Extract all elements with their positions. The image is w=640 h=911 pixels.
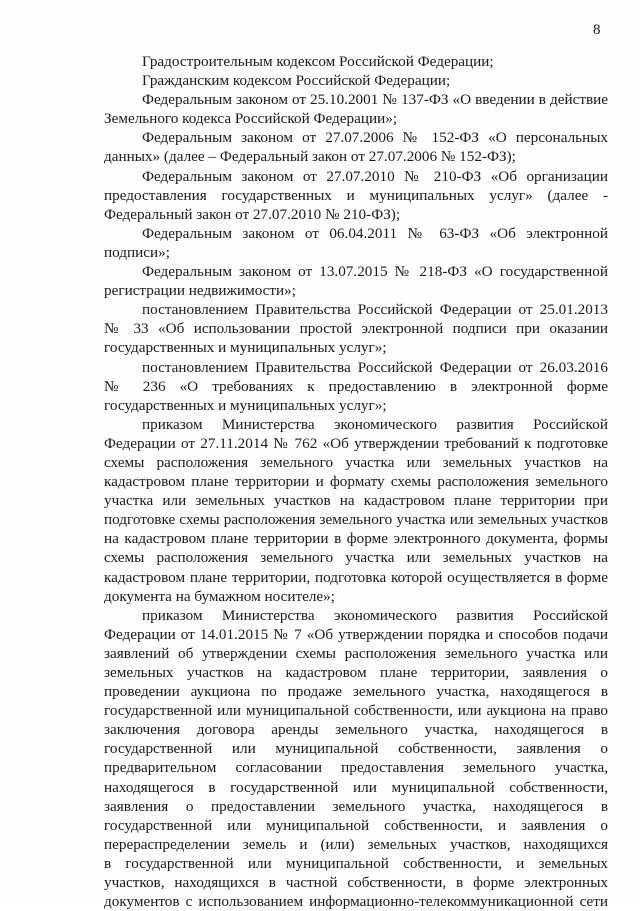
text-line: схемы расположения земельного участка или земельных участков на — [104, 549, 608, 567]
text-line: кадастровом плане территории и формату схемы расположения земельного — [104, 473, 608, 491]
text-line: участков, находящихся в частной собственности, в форме электронных — [104, 874, 608, 892]
text-line: данных» (далее – Федеральный закон от 27.07.2006 № 152-ФЗ); — [104, 148, 516, 166]
text-line: Федеральным законом от 27.07.2006 № 152-ФЗ «О персональных — [142, 129, 608, 147]
text-line: приказом Министерства экономического развития Российской — [142, 415, 608, 433]
text-line: схемы расположения земельного участка или земельных участков на — [104, 453, 608, 471]
document-body-text — [104, 52, 608, 911]
text-line: заявлений об утверждении схемы расположения земельного участка или — [104, 644, 608, 662]
text-line: участка или земельных участков на кадастровом плане территории при — [104, 492, 608, 510]
text-line: на кадастровом плане территории в форме электронного документа, формы — [104, 530, 608, 548]
text-line: постановлением Правительства Российской Федерации от 25.01.2013 — [142, 301, 608, 319]
text-line: Федерации от 14.01.2015 № 7 «Об утверждении порядка и способов подачи — [104, 625, 608, 643]
text-line: Градостроительным кодексом Российской Федерации; — [142, 53, 494, 70]
text-line: регистрации недвижимости»; — [104, 282, 296, 300]
text-line: подписи»; — [104, 243, 170, 261]
page-number: 8 — [593, 22, 601, 38]
text-line: государственной или муниципальной собственности, и заявления о — [104, 816, 608, 834]
text-line: Федеральный закон от 27.07.2010 № 210-ФЗ); — [104, 205, 401, 223]
text-line: документов с использованием информационно-телекоммуникационной сети — [104, 893, 608, 911]
text-line: документа на бумажном носителе»; — [104, 587, 335, 605]
text-line: проведении аукциона по продаже земельного участка, находящегося в — [104, 683, 608, 701]
text-line: земельных участков на кадастровом плане территории, заявления о — [104, 664, 608, 681]
text-line: № 33 «Об использовании простой электронной подписи при оказании — [104, 320, 608, 338]
text-line: постановлением Правительства Российской Федерации от 26.03.2016 — [142, 358, 608, 376]
text-line: Земельного кодекса Российской Федерации»; — [104, 110, 398, 128]
text-line: кадастровом плане территории, подготовка которой осуществляется в форме — [104, 568, 608, 586]
text-line: Федеральным законом от 27.07.2010 № 210-ФЗ «Об организации — [142, 167, 608, 185]
text-line: Федеральным законом от 06.04.2011 № 63-ФЗ «Об электронной — [142, 224, 608, 242]
text-line: Федерации от 27.11.2014 № 762 «Об утверждении требований к подготовке — [104, 434, 608, 452]
text-line: приказом Министерства экономического развития Российской — [142, 606, 608, 624]
text-line: в государственной или муниципальной собственности, и земельных — [104, 854, 608, 872]
text-line: заявления о предоставлении земельного участка, находящегося в — [104, 797, 608, 815]
text-line: государственных и муниципальных услуг»; — [104, 339, 387, 357]
text-line: государственной или муниципальной собственности, или аукциона на право — [104, 702, 608, 720]
text-line: находящегося в государственной или муниципальной собственности, — [104, 778, 608, 796]
text-line: предоставления государственных и муниципальных услуг» (далее - — [104, 186, 608, 204]
text-line: Федеральным законом от 25.10.2001 № 137-ФЗ «О введении в действие — [142, 91, 608, 109]
text-line: Гражданским кодексом Российской Федерации; — [142, 72, 451, 90]
text-line: государственной или муниципальной собственности, заявления о — [104, 740, 608, 758]
text-line: перераспределении земель и (или) земельных участков, находящихся — [104, 835, 608, 853]
text-line: предварительном согласовании предоставления земельного участка, — [104, 759, 608, 777]
text-line: Федеральным законом от 13.07.2015 № 218-ФЗ «О государственной — [142, 263, 608, 281]
text-line: № 236 «О требованиях к предоставлению в электронной форме — [104, 377, 608, 395]
text-line: подготовке схемы расположения земельного участка или земельных участков — [104, 511, 608, 529]
text-line: государственных и муниципальных услуг»; — [104, 396, 387, 414]
text-line: заключения договора аренды земельного участка, находящегося в — [104, 721, 608, 739]
